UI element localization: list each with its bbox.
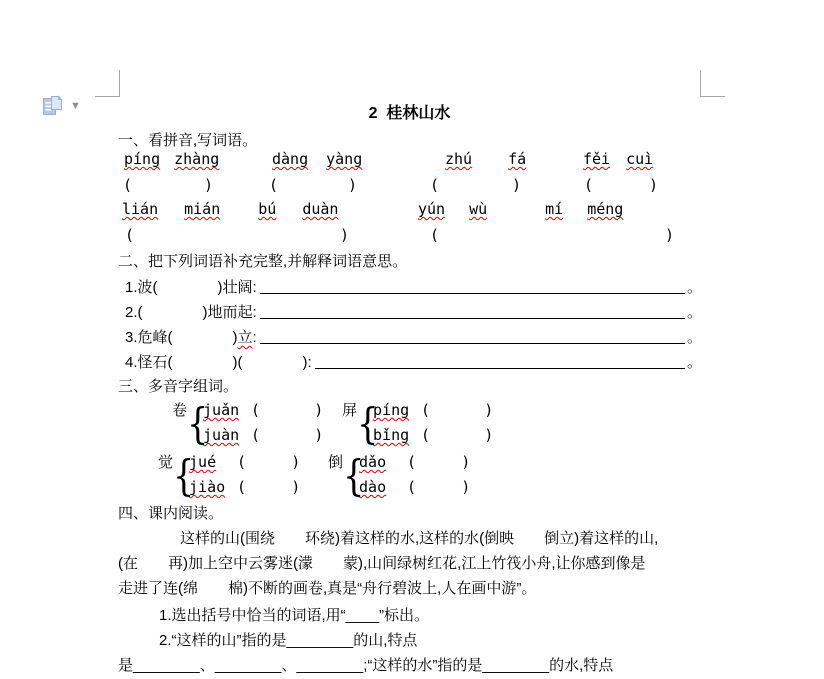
pinyin-syllable: wù [469,200,488,218]
passage-line: 这样的山(围绕 环绕)着这样的水,这样的水(倒映 倒立)着这样的山, [180,530,659,547]
pinyin-syllable: lián [122,200,159,218]
pinyin-syllable: zhú [445,150,473,168]
passage-line: 走进了连(绵 棉)不断的画卷,真是“舟行碧波上,人在画中游”。 [118,580,537,597]
item-period: 。 [686,304,702,321]
polyphone-group [172,401,323,448]
passage-line: (在 再)加上空中云雾迷(濛 蒙),山间绿树红花,江上竹筏小舟,让你感到像是 [118,555,646,572]
pinyin-syllable: jiào [189,478,226,496]
pinyin-syllable: duàn [302,200,339,218]
answer-blank[interactable] [260,318,685,319]
pinyin-syllable: yún [418,200,446,218]
pinyin-syllable: méng [587,200,624,218]
answer-paren[interactable]: ( ) [237,453,301,471]
pinyin-syllable: mián [184,200,221,218]
pinyin-group [268,150,363,194]
polyphone-group [342,401,493,448]
paste-options-button[interactable] [40,94,81,124]
answer-paren[interactable]: ( ) [407,478,471,496]
pinyin-syllable: jué [189,453,217,471]
pinyin-syllable: píng [373,401,410,419]
close-paren: ) [664,226,674,244]
answer-paren[interactable]: ( ) [407,453,471,471]
item-label: 4.怪石( )( ) [125,354,308,371]
item-colon: : [252,304,257,321]
close-paren: ) [339,226,349,244]
pinyin-syllable: zhàng [174,150,220,168]
brace-glyph: { [173,451,195,500]
close-paren: ) [203,176,213,194]
polyphone-char: 倒 [328,454,344,471]
close-paren: ) [511,176,521,194]
open-paren: ( [123,176,133,194]
polyphone-group [328,453,470,500]
section2-heading: 二、把下列词语补充完整,并解释词语意思。 [118,253,408,270]
question-line: 是________、________、________;“这样的水”指的是________的水,特点 [118,657,614,674]
pinyin-syllable: bǐng [373,426,410,444]
pinyin-syllable: mí [545,200,564,218]
answer-paren[interactable]: ( ) [421,426,494,444]
fill-blank-item [125,277,702,297]
polyphone-group [158,453,300,500]
open-paren: ( [584,176,594,194]
item-wavy-char: 立 [237,329,253,346]
item-label: 1.波( )壮阔 [125,279,253,296]
answer-blank[interactable] [260,293,685,294]
polyphone-char: 屏 [342,402,358,419]
answer-paren[interactable]: ( ) [251,401,324,419]
open-paren: ( [269,176,279,194]
pinyin-syllable: bú [258,200,277,218]
pinyin-syllable: dào [359,478,387,496]
section1-heading: 一、看拼音,写词语。 [118,132,258,149]
open-paren: ( [125,226,135,244]
pinyin-syllable: yàng [326,150,363,168]
question-line: 2.“这样的山”指的是________的山,特点 [159,632,418,649]
brace-glyph: { [187,399,209,448]
paste-clipboard-icon [40,94,64,124]
item-label: 2.( )地而起 [125,304,253,321]
chevron-down-icon: ▼ [70,100,81,112]
answer-paren[interactable]: ( ) [237,478,301,496]
answer-blank[interactable] [315,368,685,369]
pinyin-group [429,150,527,194]
brace-glyph: { [343,451,365,500]
pinyin-syllable: píng [124,150,161,168]
fill-blank-item [125,302,702,322]
answer-paren[interactable]: ( ) [251,426,324,444]
document-title: 2 桂林山水 [368,105,451,122]
item-period: 。 [686,354,702,371]
open-paren: ( [430,226,440,244]
item-period: 。 [686,279,702,296]
item-colon: : [252,329,257,346]
pinyin-group [122,200,350,244]
pinyin-group [122,150,220,194]
fill-blank-item [125,352,702,372]
item-label: 3.危峰( ) [125,329,238,346]
pinyin-syllable: dǎo [359,453,387,471]
polyphone-char: 觉 [158,454,174,471]
pinyin-syllable: juǎn [203,401,240,419]
fill-blank-item [125,327,702,347]
pinyin-syllable: cuì [626,150,654,168]
pinyin-group [418,200,675,244]
section3-heading: 三、多音字组词。 [118,378,239,395]
open-paren: ( [430,176,440,194]
close-paren: ) [347,176,357,194]
pinyin-group [583,150,659,194]
question-line: 1.选出括号中恰当的词语,用“____”标出。 [159,607,430,624]
close-paren: ) [648,176,658,194]
section4-heading: 四、课内阅读。 [118,505,224,522]
polyphone-char: 卷 [172,402,188,419]
text-boundary-mark-left [95,70,120,97]
text-boundary-mark-right [700,70,725,97]
pinyin-syllable: dàng [272,150,309,168]
answer-blank[interactable] [260,343,685,344]
item-period: 。 [686,329,702,346]
item-colon: : [307,354,312,371]
pinyin-syllable: fá [508,150,527,168]
pinyin-syllable: fěi [583,150,611,168]
pinyin-syllable: juàn [203,426,240,444]
brace-glyph: { [357,399,379,448]
item-colon: : [252,279,257,296]
answer-paren[interactable]: ( ) [421,401,494,419]
